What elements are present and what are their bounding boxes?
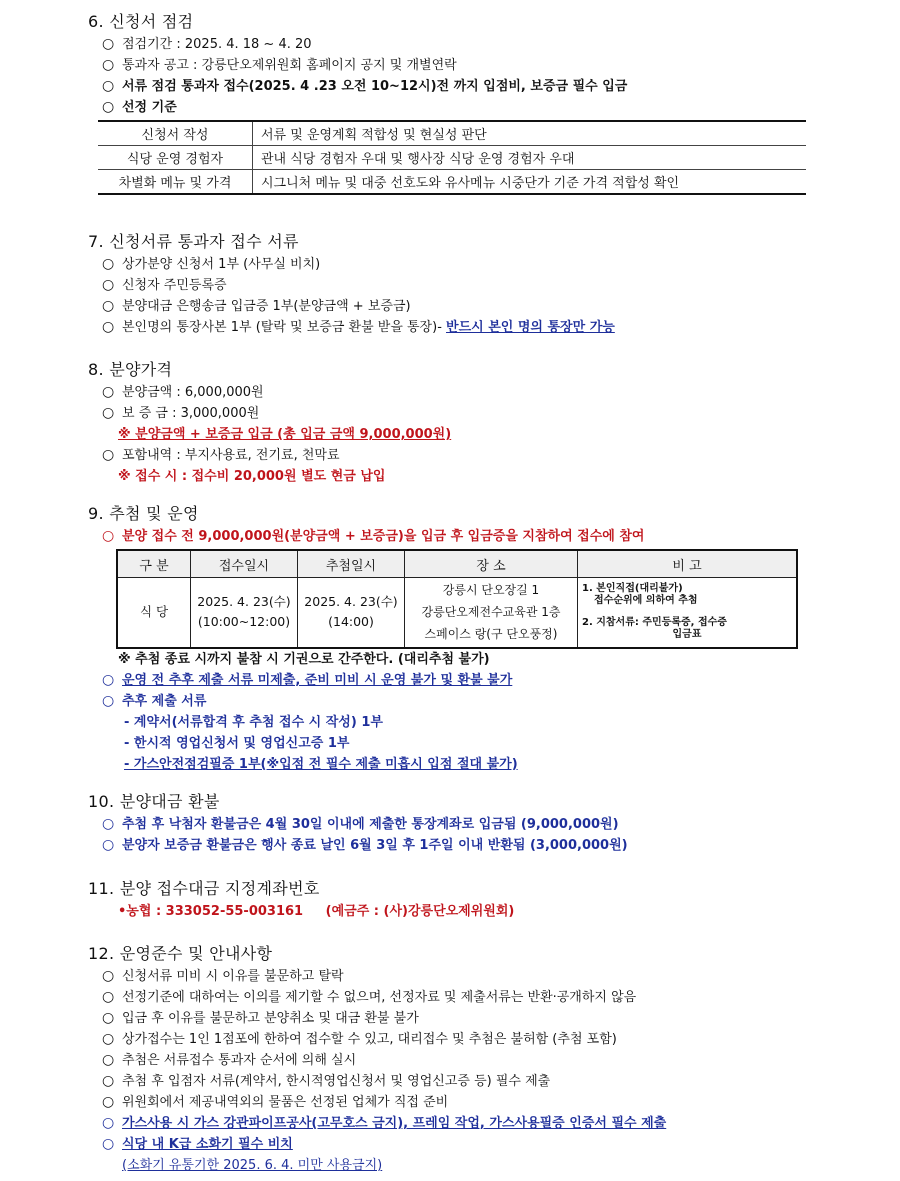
cell-category: 식 당 [117, 578, 191, 648]
place-line: 강릉단오제전수교육관 1층 [421, 605, 561, 620]
s7-item-text: 본인명의 통장사본 1부 (탈락 및 보증금 환불 받을 통장)- [122, 320, 447, 335]
draw-date: 2025. 4. 23(수) [304, 594, 398, 610]
s8-price: ○ 분양금액 : 6,000,000원 [88, 382, 840, 403]
note-line: 입금표 [672, 629, 702, 641]
s12-item: ○ 상가접수는 1인 1점포에 한하여 접수할 수 있고, 대리접수 및 추첨은 불허함 (추첨 포함) [88, 1029, 840, 1050]
note-line: 2. 지참서류: 주민등록증, 접수증 [582, 617, 727, 629]
s8-total-note: ※ 분양금액 + 보증금 입금 (총 입금 금액 9,000,000원) [118, 427, 452, 442]
lottery-row [117, 578, 797, 648]
s6-item-announce: ○ 통과자 공고 : 강릉단오제위원회 홈페이지 공지 및 개별연락 [88, 55, 840, 76]
s9-later-item: - 계약서(서류합격 후 추첨 접수 시 작성) 1부 [124, 714, 383, 730]
section-7-title: 7. 신청서류 통과자 접수 서류 [88, 232, 299, 251]
section-9-title: 9. 추첨 및 운영 [88, 504, 199, 523]
criteria-row [98, 121, 806, 146]
reg-time: (10:00~12:00) [197, 614, 291, 630]
account-holder: (예금주 : (사)강릉단오제위원회) [325, 904, 515, 919]
place-line: 스페이스 랑(구 단오풍정) [424, 627, 558, 642]
section-12-title: 12. 운영준수 및 안내사항 [88, 944, 273, 963]
s12-item: ○ 위원회에서 제공내역외의 물품은 선정된 업체가 직접 준비 [88, 1092, 840, 1113]
s7-emphasis: 반드시 본인 명의 통장만 가능 [446, 320, 615, 335]
s9-later-item: - 가스안전점검필증 1부(※입점 전 필수 제출 미흡시 입점 절대 불가) [124, 756, 518, 772]
cell-reg [191, 578, 298, 648]
section-7 [88, 230, 840, 338]
section-6-title: 6. 신청서 점검 [88, 12, 194, 31]
s7-item: ○ 분양대금 은행송금 입금증 1부(분양금액 + 보증금) [88, 296, 840, 317]
criteria-key: 식당 운영 경험자 [98, 146, 253, 170]
note-line: 접수순위에 의하여 추첨 [594, 595, 698, 607]
s12-fire-expiry: (소화기 유통기한 2025. 6. 4. 미만 사용금지) [122, 1158, 383, 1173]
cell-draw [298, 578, 405, 648]
section-11 [88, 877, 840, 922]
criteria-value: 서류 및 운영계획 적합성 및 현실성 판단 [253, 121, 807, 146]
s6-item-criteria: ○ 선정 기준 [88, 97, 840, 118]
s12-item: ○ 추첨은 서류접수 통과자 순서에 의해 실시 [88, 1050, 840, 1071]
s8-deposit: ○ 보 증 금 : 3,000,000원 [88, 403, 840, 424]
s8-fee-note: ※ 접수 시 : 접수비 20,000원 별도 현금 납입 [118, 469, 386, 484]
col-category: 구 분 [117, 550, 191, 578]
s7-item-account [88, 317, 840, 338]
s10-item: ○ 분양자 보증금 환불금은 행사 종료 날인 6월 3일 후 1주일 이내 반환됨 (3,000,000원) [88, 835, 840, 856]
s7-item: ○ 상가분양 신청서 1부 (사무실 비치) [88, 254, 840, 275]
section-10 [88, 790, 840, 856]
s12-item: ○ 신청서류 미비 시 이유를 불문하고 탈락 [88, 966, 840, 987]
cell-place [405, 578, 578, 648]
s6-item-deadline: ○ 서류 점검 통과자 접수(2025. 4 .23 오전 10~12시)전 까지 입점비, 보증금 필수 입금 [88, 76, 840, 97]
section-12 [88, 942, 840, 1176]
criteria-key: 신청서 작성 [98, 121, 253, 146]
s9-table-note: ※ 추첨 종료 시까지 불참 시 기권으로 간주한다. (대리추첨 불가) [118, 651, 490, 667]
place-line: 강릉시 단오장길 1 [442, 583, 540, 598]
s10-item: ○ 추첨 후 낙첨자 환불금은 4월 30일 이내에 제출한 통장계좌로 입금됨 (9,000,000원) [88, 814, 840, 835]
s12-gas-note: ○ 가스사용 시 가스 강관파이프공사(고무호스 금지), 프레임 작업, 가스사용필증 인증서 필수 제출 [88, 1113, 840, 1134]
s12-fire-note: ○ 식당 내 K급 소화기 필수 비치 [88, 1134, 840, 1155]
section-11-title: 11. 분양 접수대금 지정계좌번호 [88, 879, 320, 898]
s6-item-period: ○ 점검기간 : 2025. 4. 18 ~ 4. 20 [88, 34, 840, 55]
criteria-row [98, 146, 806, 170]
draw-time: (14:00) [328, 614, 374, 630]
account-number: •농협 : 333052-55-003161 [118, 904, 304, 919]
criteria-value: 관내 식당 경험자 우대 및 행사장 식당 운영 경험자 우대 [253, 146, 807, 170]
section-8-title: 8. 분양가격 [88, 360, 173, 379]
s9-later-title: ○ 추후 제출 서류 [88, 691, 840, 712]
col-note: 비 고 [578, 550, 798, 578]
lottery-header-row [117, 550, 797, 578]
s11-account [88, 901, 840, 922]
s9-lead: ○ 분양 접수 전 9,000,000원(분양금액 + 보증금)을 입금 후 입금증을 지참하여 접수에 참여 [88, 526, 840, 547]
s8-includes: ○ 포함내역 : 부지사용료, 전기료, 천막료 [88, 445, 840, 466]
reg-date: 2025. 4. 23(수) [197, 594, 291, 610]
section-6 [88, 10, 840, 195]
section-10-title: 10. 분양대금 환불 [88, 792, 220, 811]
note-line: 1. 본인직접(대리불가) [582, 583, 683, 595]
cell-note [578, 578, 798, 648]
s9-later-item: - 한시적 영업신청서 및 영업신고증 1부 [124, 735, 350, 751]
col-draw: 추첨일시 [298, 550, 405, 578]
lottery-table [116, 549, 798, 649]
section-9 [88, 502, 840, 775]
s7-item: ○ 신청자 주민등록증 [88, 275, 840, 296]
s12-item: ○ 선정기준에 대하여는 이의를 제기할 수 없으며, 선정자료 및 제출서류는 반환·공개하지 않음 [88, 987, 840, 1008]
s12-item: ○ 입금 후 이유를 불문하고 분양취소 및 대금 환불 불가 [88, 1008, 840, 1029]
criteria-row [98, 170, 806, 195]
s12-item: ○ 추첨 후 입점자 서류(계약서, 한시적영업신청서 및 영업신고증 등) 필수 제출 [88, 1071, 840, 1092]
criteria-value: 시그니처 메뉴 및 대중 선호도와 유사메뉴 시중단가 기준 가격 적합성 확인 [253, 170, 807, 195]
section-8 [88, 358, 840, 487]
criteria-table [98, 120, 806, 195]
col-reg: 접수일시 [191, 550, 298, 578]
col-place: 장 소 [405, 550, 578, 578]
s9-op-note: ○ 운영 전 추후 제출 서류 미제출, 준비 미비 시 운영 불가 및 환불 불가 [88, 670, 840, 691]
criteria-key: 차별화 메뉴 및 가격 [98, 170, 253, 195]
